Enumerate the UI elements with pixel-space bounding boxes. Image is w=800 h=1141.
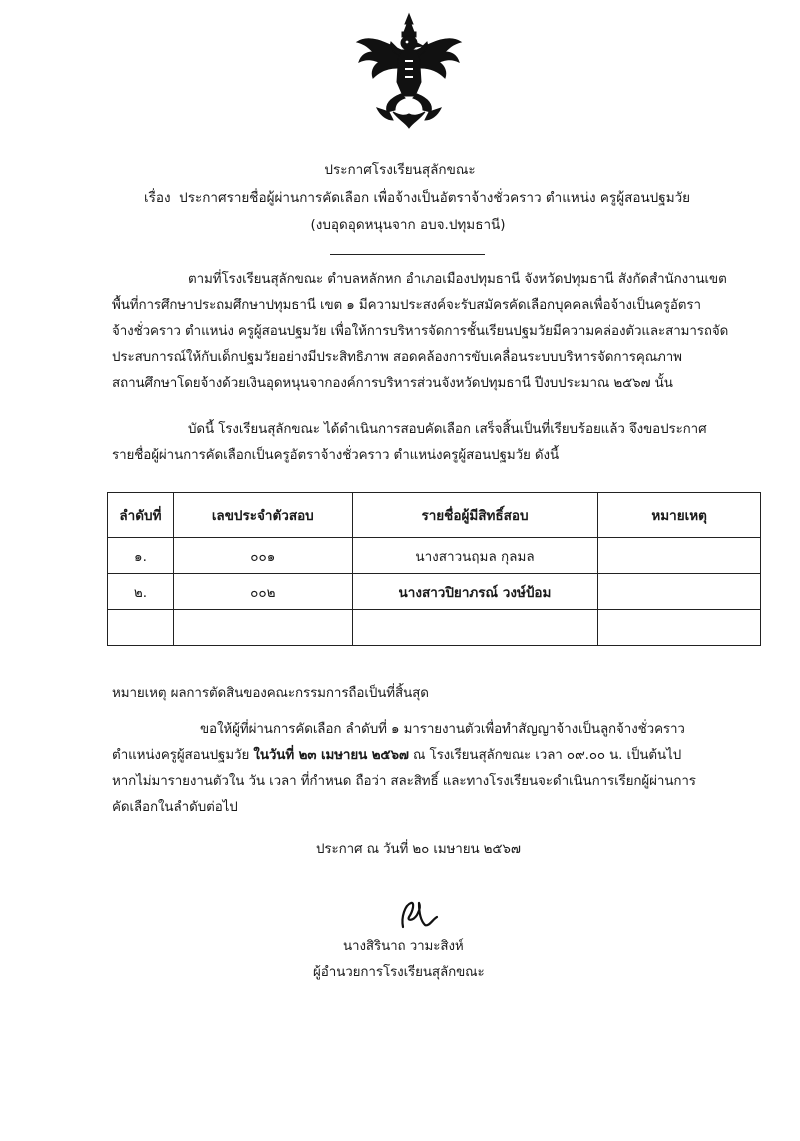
cell-exam-id: ๐๐๒ xyxy=(173,574,352,610)
para1-line-4: ประสบการณ์ให้กับเด็กปฐมวัยอย่างมีประสิทธิภาพ สอดคล้องการขับเคลื่อนระบบบริหารจัดการคุณภาพ xyxy=(112,350,682,365)
subject-line xyxy=(144,186,690,208)
cell-name xyxy=(352,610,598,646)
subject-label: เรื่อง xyxy=(144,190,171,206)
para3-line-1: ขอให้ผู้ที่ผ่านการคัดเลือก ลำดับที่ ๑ มารายงานตัวเพื่อทำสัญญาจ้างเป็นลูกจ้างชั่วคราว xyxy=(200,722,685,737)
header-remark: หมายเหตุ xyxy=(598,493,761,538)
report-place-time: ณ โรงเรียนสุลักขณะ เวลา ๐๙.๐๐ น. เป็นต้นไป xyxy=(413,748,682,763)
cell-remark xyxy=(598,574,761,610)
header-exam-id: เลขประจำตัวสอบ xyxy=(173,493,352,538)
signer-title: ผู้อำนวยการโรงเรียนสุลักขณะ xyxy=(313,965,485,980)
para1-line-2: พื้นที่การศึกษาประถมศึกษาปทุมธานี เขต ๑ มีความประสงค์จะรับสมัครคัดเลือกบุคคลเพื่อจ้างเป็นครูอัตรา xyxy=(112,298,701,313)
header-name: รายชื่อผู้มีสิทธิ์สอบ xyxy=(352,493,598,538)
cell-order: ๑. xyxy=(108,538,174,574)
title-divider xyxy=(330,254,485,255)
announcement-org-title: ประกาศโรงเรียนสุลักขณะ xyxy=(324,162,476,178)
para3-line-2 xyxy=(112,744,681,765)
para2-line-1: บัดนี้ โรงเรียนสุลักขณะ ได้ดำเนินการสอบคัดเลือก เสร็จสิ้นเป็นที่เรียบร้อยแล้ว จึงขอประกาศ xyxy=(188,422,707,437)
signer-name: นางสิรินาถ วามะสิงห์ xyxy=(343,939,464,954)
para1-line-1: ตามที่โรงเรียนสุลักขณะ ตำบลหลักหก อำเภอเมืองปทุมธานี จังหวัดปทุมธานี สังกัดสำนักงานเขต xyxy=(188,272,727,287)
subject-text: ประกาศรายชื่อผู้ผ่านการคัดเลือก เพื่อจ้างเป็นอัตราจ้างชั่วคราว ตำแหน่ง ครูผู้สอนปฐมวัย xyxy=(179,190,691,206)
budget-note: (งบอุดอุดหนุนจาก อบจ.ปทุมธานี) xyxy=(310,217,506,233)
results-table xyxy=(107,492,761,646)
signature-icon xyxy=(395,897,443,933)
final-remark: หมายเหตุ ผลการตัดสินของคณะกรรมการถือเป็นที่สิ้นสุด xyxy=(112,686,429,701)
table-row xyxy=(108,574,761,610)
report-position: ตำแหน่งครูผู้สอนปฐมวัย xyxy=(112,748,250,763)
announcement-date: ประกาศ ณ วันที่ ๒๐ เมษายน ๒๕๖๗ xyxy=(316,842,521,857)
table-row xyxy=(108,610,761,646)
table-header-row xyxy=(108,493,761,538)
para3-line-3: หากไม่มารายงานตัวใน วัน เวลา ที่กำหนด ถือว่า สละสิทธิ์ และทางโรงเรียนจะดำเนินการเรียกผู้ผ่านการ xyxy=(112,774,696,789)
para1-line-3: จ้างชั่วคราว ตำแหน่ง ครูผู้สอนปฐมวัย เพื่อให้การบริหารจัดการชั้นเรียนปฐมวัยมีความคล่องตัวและสามารถจัด xyxy=(112,324,729,339)
cell-remark xyxy=(598,610,761,646)
cell-name: นางสาวปิยาภรณ์ วงษ์ป้อม xyxy=(352,574,598,610)
cell-order xyxy=(108,610,174,646)
para2-line-2: รายชื่อผู้ผ่านการคัดเลือกเป็นครูอัตราจ้างชั่วคราว ตำแหน่งครูผู้สอนปฐมวัย ดังนี้ xyxy=(112,448,559,463)
cell-remark xyxy=(598,538,761,574)
garuda-emblem-icon xyxy=(355,12,463,130)
cell-exam-id: ๐๐๑ xyxy=(173,538,352,574)
para1-line-5: สถานศึกษาโดยจ้างด้วยเงินอุดหนุนจากองค์การบริหารส่วนจังหวัดปทุมธานี ปีงบประมาณ ๒๕๖๗ นั้น xyxy=(112,376,673,391)
cell-order: ๒. xyxy=(108,574,174,610)
cell-name: นางสาวนฤมล กุลมล xyxy=(352,538,598,574)
cell-exam-id xyxy=(173,610,352,646)
report-date: ในวันที่ ๒๓ เมษายน ๒๕๖๗ xyxy=(253,748,409,763)
para3-line-4: คัดเลือกในลำดับต่อไป xyxy=(112,800,238,815)
header-order: ลำดับที่ xyxy=(108,493,174,538)
table-row xyxy=(108,538,761,574)
